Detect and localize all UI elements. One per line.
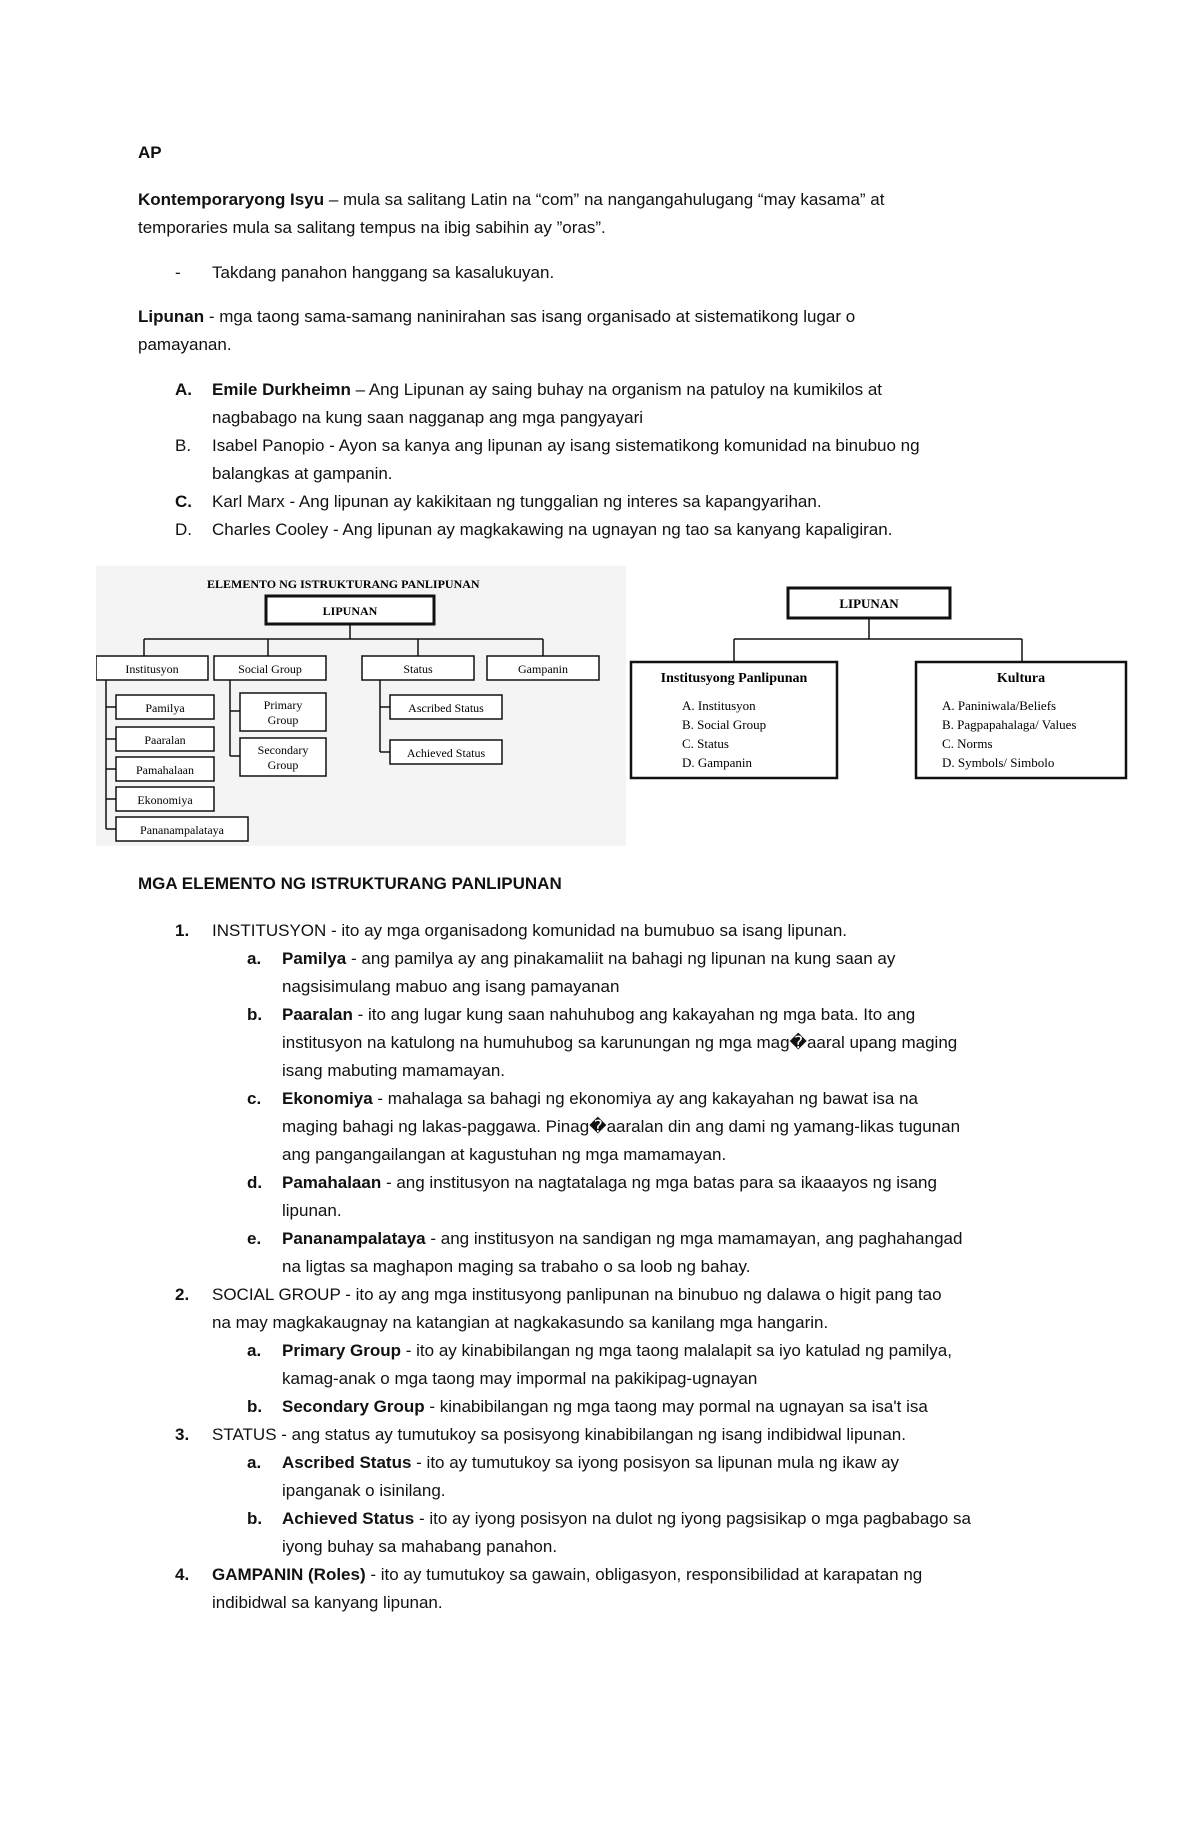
item-4-line-1 [212, 1561, 922, 1589]
item-1d-mark: d. [247, 1173, 263, 1192]
item-2a-line-1 [282, 1337, 952, 1365]
def-b-line-1: Isabel Panopio - Ayon sa kanya ang lipunan ay isang sistematikong komunidad na binubuo ng [212, 436, 920, 455]
item-2b-line-1 [282, 1393, 928, 1421]
item-3a-text: - ito ay tumutukoy sa iyong posisyon sa lipunan mula ng ikaw ay [411, 1453, 900, 1472]
item-1c-head: Ekonomiya [282, 1089, 373, 1108]
item-2a-text: - ito ay kinabibilangan ng mga taong malalapit sa iyo katulad ng pamilya, [401, 1341, 952, 1360]
item-3-mark: 3. [175, 1425, 190, 1444]
item-2-text: - ito ay ang mga institusyong panlipunan na binubuo ng dalawa o higit pang tao [340, 1285, 942, 1304]
item-2b-mark: b. [247, 1397, 263, 1416]
item-1c-line-1 [282, 1085, 918, 1113]
item-1a-text: - ang pamilya ay ang pinakamaliit na bahagi ng lipunan na kung saan ay [346, 949, 896, 968]
root-label: LIPUNAN [322, 604, 378, 618]
col-label-institusyon: Institusyon [125, 662, 179, 676]
item-pamilya: Pamilya [145, 701, 185, 715]
item-1b-line-2: institusyon na katulong na humuhubog sa karunungan ng mga mag�aaral upang maging [282, 1033, 958, 1052]
item-2-line-1 [212, 1281, 942, 1309]
def-d-line-1: Charles Cooley - Ang lipunan ay magkakawing na ugnayan ng tao sa kanyang kapaligiran. [212, 520, 893, 539]
item-secondary-line-1: Secondary [257, 743, 309, 757]
item-2a-head: Primary Group [282, 1341, 402, 1360]
item-1a-line-1 [282, 945, 895, 973]
item-1a-head: Pamilya [282, 949, 347, 968]
item-1b-mark: b. [247, 1005, 263, 1024]
item-achieved: Achieved Status [406, 746, 486, 760]
kultura-title: Kultura [996, 671, 1046, 686]
def-b-line-2: balangkas at gampanin. [212, 464, 393, 483]
item-ekonomiya: Ekonomiya [137, 793, 193, 807]
item-2b-text: - kinabibilangan ng mga taong may pormal na ugnayan sa isa't isa [424, 1397, 928, 1416]
item-4-mark: 4. [175, 1565, 190, 1584]
item-1-head: INSTITUSYON [212, 921, 327, 940]
lipunan-term: Lipunan [138, 307, 205, 326]
bullet-text: Takdang panahon hanggang sa kasalukuyan. [212, 263, 555, 282]
def-mark-a: A. [175, 380, 192, 399]
diagram-title: ELEMENTO NG ISTRUKTURANG PANLIPUNAN [207, 577, 480, 591]
ip-item-b: B. Social Group [682, 717, 767, 732]
kultura-item-a: A. Paniniwala/Beliefs [942, 698, 1057, 713]
col-label-status: Status [403, 662, 433, 676]
item-pananampalataya: Pananampalataya [140, 823, 224, 837]
item-pamahalaan: Pamahalaan [136, 763, 194, 777]
kultura-item-b: B. Pagpapahalaga/ Values [942, 717, 1077, 732]
item-3a-head: Ascribed Status [282, 1453, 412, 1472]
item-1b-head: Paaralan [282, 1005, 353, 1024]
lipunan-line-1 [138, 303, 855, 331]
kultura-item-d: D. Symbols/ Simbolo [942, 755, 1055, 770]
item-secondary-line-2: Group [267, 758, 299, 772]
diagram-lipunan [628, 578, 1140, 790]
item-paaralan: Paaralan [144, 733, 186, 747]
item-1d-line-1 [282, 1169, 937, 1197]
kultura-item-c: C. Norms [942, 736, 993, 751]
item-1e-head: Pananampalataya [282, 1229, 426, 1248]
kontemporaryo-term: Kontemporaryong Isyu [138, 190, 325, 209]
item-primary-line-2: Group [267, 713, 299, 727]
def-mark-b: B. [175, 436, 192, 455]
item-1e-line-1 [282, 1225, 962, 1253]
item-3b-head: Achieved Status [282, 1509, 415, 1528]
item-1d-text: - ang institusyon na nagtatalaga ng mga batas para sa ikaaayos ng isang [381, 1173, 937, 1192]
item-primary-line-1: Primary [263, 698, 303, 712]
def-mark-c: C. [175, 492, 192, 511]
item-1b-line-3: isang mabuting mamamayan. [282, 1061, 506, 1080]
item-2a-line-2: kamag-anak o mga taong may impormal na pakikipag-ugnayan [282, 1369, 758, 1388]
ip-item-c: C. Status [682, 736, 729, 751]
item-3-text: - ang status ay tumutukoy sa posisyong kinabibilangan ng isang indibidwal lipunan. [276, 1425, 906, 1444]
item-4-text: - ito ay tumutukoy sa gawain, obligasyon, responsibilidad at karapatan ng [365, 1565, 923, 1584]
lipunan-line-2: pamayanan. [138, 335, 232, 354]
item-3-line-1 [212, 1421, 906, 1449]
item-1e-line-2: na ligtas sa maghapon maging sa trabaho o sa loob ng bahay. [282, 1257, 751, 1276]
lipunan-text-1: - mga taong sama-samang naninirahan sas isang organisado at sistematikong lugar o [204, 307, 856, 326]
col-label-gampanin: Gampanin [518, 662, 568, 676]
item-2-line-2: na may magkakaugnay na katangian at nagkakasundo sa kanilang mga hangarin. [212, 1313, 829, 1332]
def-a-text: – Ang Lipunan ay saing buhay na organism na patuloy na kumikilos at [350, 380, 883, 399]
item-1b-text: - ito ang lugar kung saan nahuhubog ang kakayahan ng mga bata. Ito ang [352, 1005, 916, 1024]
def-mark-d: D. [175, 520, 192, 539]
item-3b-text: - ito ay iyong posisyon na dulot ng iyong pagsisikap o mga pagbabago sa [414, 1509, 971, 1528]
item-1c-text: - mahalaga sa bahagi ng ekonomiya ay ang kakayahan ng bawat isa na [372, 1089, 919, 1108]
item-3a-line-2: ipanganak o isinilang. [282, 1481, 446, 1500]
item-2a-mark: a. [247, 1341, 262, 1360]
def-c-line-1: Karl Marx - Ang lipunan ay kakikitaan ng tunggalian ng interes sa kapangyarihan. [212, 492, 822, 511]
item-2-mark: 2. [175, 1285, 190, 1304]
right-root-label: LIPUNAN [839, 596, 899, 611]
bullet-dash: - [175, 263, 181, 282]
item-3b-line-2: iyong buhay sa mahabang panahon. [282, 1537, 558, 1556]
item-1c-mark: c. [247, 1089, 262, 1108]
ip-item-a: A. Institusyon [682, 698, 756, 713]
item-3-head: STATUS [212, 1425, 277, 1444]
institusyong-panlipunan-title: Institusyong Panlipunan [660, 671, 808, 686]
item-ascribed: Ascribed Status [408, 701, 484, 715]
kontemporaryo-text-1: – mula sa salitang Latin na “com” na nangangahulugang “may kasama” at [324, 190, 885, 209]
item-3b-mark: b. [247, 1509, 263, 1528]
item-2b-head: Secondary Group [282, 1397, 425, 1416]
item-1d-line-2: lipunan. [282, 1201, 342, 1220]
item-1a-line-2: nagsisimulang mabuo ang isang pamayanan [282, 977, 620, 996]
def-a-line-2: nagbabago na kung saan nagganap ang mga pangyayari [212, 408, 644, 427]
def-a-name: Emile Durkheimn [212, 380, 351, 399]
ip-item-d: D. Gampanin [682, 755, 753, 770]
item-3b-line-1 [282, 1505, 971, 1533]
item-1-mark: 1. [175, 921, 190, 940]
item-1-text: - ito ay mga organisadong komunidad na bumubuo sa isang lipunan. [326, 921, 848, 940]
item-1-line-1 [212, 917, 847, 945]
kontemporaryo-line-1 [138, 186, 884, 214]
section-title: MGA ELEMENTO NG ISTRUKTURANG PANLIPUNAN [138, 874, 562, 893]
item-3a-line-1 [282, 1449, 899, 1477]
item-2-head: SOCIAL GROUP [212, 1285, 341, 1304]
item-1e-text: - ang institusyon na sandigan ng mga mamamayan, ang paghahangad [425, 1229, 963, 1248]
doc-title: AP [138, 143, 162, 162]
kontemporaryo-line-2: temporaries mula sa salitang tempus na ibig sabihin ay ”oras”. [138, 218, 606, 237]
diagram-elemento [96, 566, 626, 846]
item-1c-line-3: ang pangangailangan at kagustuhan ng mga mamamayan. [282, 1145, 727, 1164]
item-1c-line-2: maging bahagi ng lakas-paggawa. Pinag�aaralan din ang dami ng yamang-likas tugunan [282, 1117, 961, 1136]
item-4-head: GAMPANIN (Roles) [212, 1565, 366, 1584]
item-3a-mark: a. [247, 1453, 262, 1472]
def-a-line-1 [212, 376, 882, 404]
col-label-social-group: Social Group [238, 662, 302, 676]
item-1e-mark: e. [247, 1229, 262, 1248]
item-1a-mark: a. [247, 949, 262, 968]
item-1d-head: Pamahalaan [282, 1173, 382, 1192]
item-1b-line-1 [282, 1001, 915, 1029]
item-4-line-2: indibidwal sa kanyang lipunan. [212, 1593, 443, 1612]
